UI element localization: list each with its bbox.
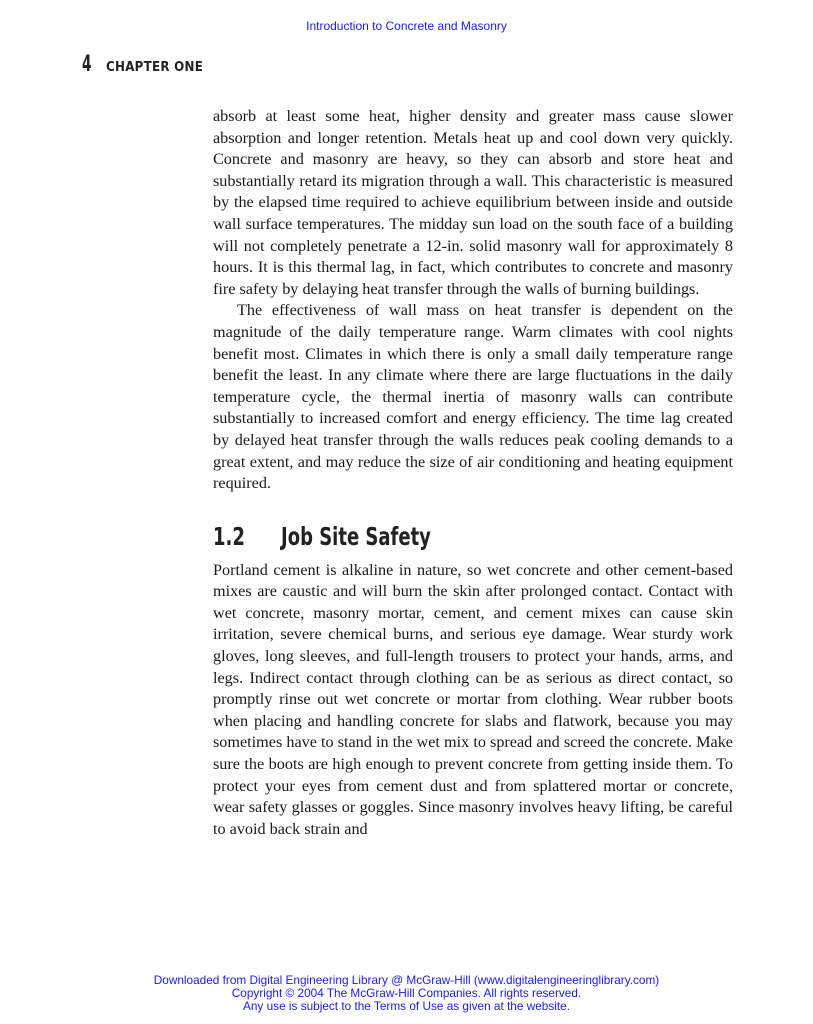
footer-download-link[interactable]: Downloaded from Digital Engineering Library @ McGraw-Hill (www.digitalengineeringlibrary.com)	[153, 973, 660, 987]
running-head	[82, 52, 216, 77]
page-number: 4	[82, 52, 92, 77]
paragraph-job-site-safety: Portland cement is alkaline in nature, so wet concrete and other cement-based mixes are caustic and will burn the skin after prolonged contact. Contact with wet concrete, masonry mortar, cement, and cement mixes can cause skin irritation, severe chemical burns, and serious eye damage. Wear sturdy work gloves, long sleeves, and full-length trousers to protect your hands, arms, and legs. Indirect contact through clothing can be as serious as direct contact, so promptly rinse out wet concrete or mortar from clothing. Wear rubber boots when placing and handling concrete for slabs and flatwork, because you may sometimes have to stand in the wet mix to spread and screed the concrete. Make sure the boots are high enough to prevent concrete from getting inside them. To protect your eyes from cement dust and from splattered mortar or concrete, wear safety glasses or goggles. Since masonry involves heavy lifting, be careful to avoid back strain and	[213, 560, 733, 838]
paragraph-wall-mass-effectiveness: The effectiveness of wall mass on heat transfer is dependent on the magnitude of the daily temperature range. Warm climates with cool nights benefit most. Climates in which there is only a small daily temperature range benefit the least. In any climate where there are large fluctuations in the daily temperature cycle, the thermal inertia of masonry walls can contribute substantially to increased comfort and energy efficiency. The time lag created by delayed heat transfer through the walls reduces peak cooling demands to a great extent, and may reduce the size of air conditioning and heating equipment required.	[213, 301, 733, 493]
body-text-column	[213, 106, 733, 840]
footer-terms[interactable]: Any use is subject to the Terms of Use as given at the website.	[243, 999, 570, 1013]
section-number: 1.2	[213, 521, 245, 551]
footer-copyright: Copyright © 2004 The McGraw-Hill Companies. All rights reserved.	[231, 986, 582, 1000]
footer-notice	[0, 974, 813, 1013]
section-heading	[213, 522, 733, 551]
chapter-label: CHAPTER ONE	[106, 59, 204, 75]
section-title: Job Site Safety	[281, 521, 431, 551]
paragraph-thermal-mass-continued: absorb at least some heat, higher density and greater mass cause slower absorption and longer retention. Metals heat up and cool down very quickly. Concrete and masonry are heavy, so they can absorb and store heat and substantially retard its migration through a wall. This characteristic is measured by the elapsed time required to achieve equilibrium between inside and outside wall surface temperatures. The midday sun load on the south face of a building will not completely penetrate a 12-in. solid masonry wall for approximately 8 hours. It is this thermal lag, in fact, which contributes to concrete and masonry fire safety by delaying heat transfer through the walls of burning buildings.	[213, 107, 733, 298]
book-title-link[interactable]: Introduction to Concrete and Masonry	[306, 19, 507, 33]
